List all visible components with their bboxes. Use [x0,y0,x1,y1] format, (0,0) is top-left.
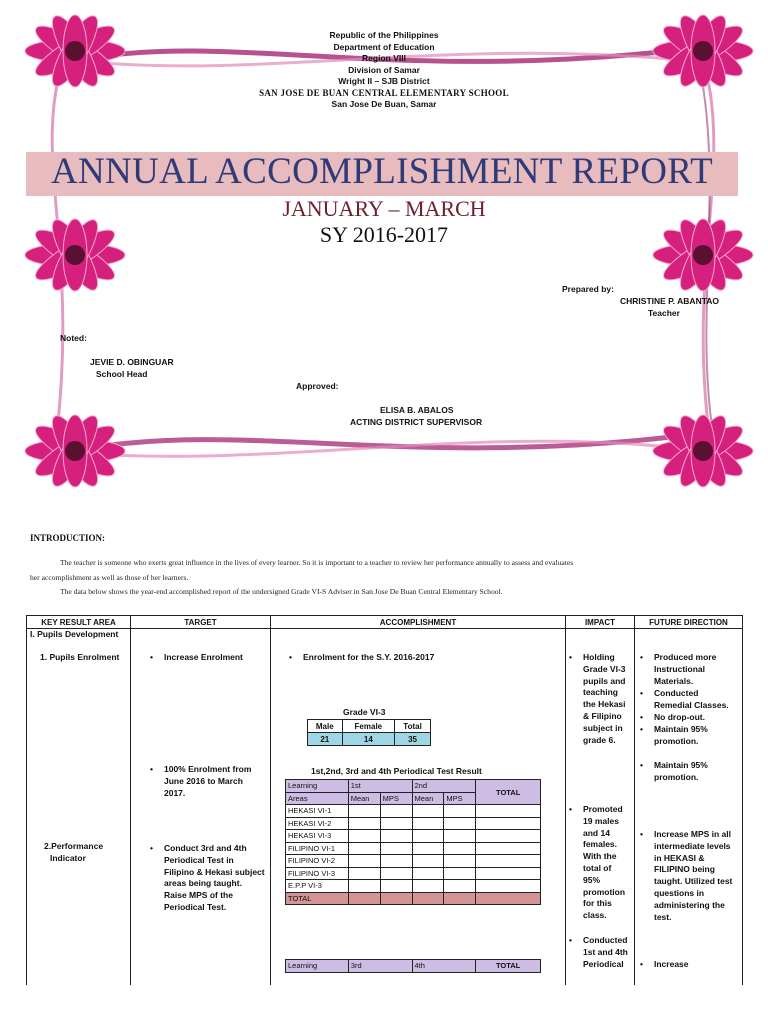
grade-header: Female [342,720,395,733]
periodical-head: Mean [348,792,380,805]
school-name: SAN JOSE DE BUAN CENTRAL ELEMENTARY SCHOOL [259,87,509,98]
future-item: • Produced more Instructional Materials. [640,652,717,686]
grade-value: 14 [342,733,395,746]
grade-caption: Grade VI-3 [343,707,386,717]
target-item: • 100% Enrolment from June 2016 to March 2017. [150,764,252,798]
header-line: Region VIII [362,53,406,63]
grade-header: Male [308,720,343,733]
periodical-head: 1st [348,780,412,793]
noted-title: School Head [96,369,148,379]
periodical-row-label: FILIPINO VI-1 [286,842,349,855]
periodical-head: 2nd [412,780,476,793]
periodical-row-label: FILIPINO VI-3 [286,867,349,880]
grade-value: 35 [395,733,431,746]
header-line: Department of Education [333,41,435,52]
kra-performance: 2.Performance [44,841,104,851]
accomplishment-item: • Enrolment for the S.Y. 2016-2017 [289,652,435,662]
periodical-head: 4th [412,960,476,973]
periodical-row-label: HEKASI VI-1 [286,805,349,818]
target-item: • Conduct 3rd and 4th Periodical Test in Filipino & Hekasi subject areas being taught. Raise MPS of the Periodical Test. [150,843,265,912]
impact-item: • Holding Grade VI-3 pupils and teaching the Hekasi & Filipino subject in grade 6. [569,652,626,745]
periodical-row-label: HEKASI VI-2 [286,817,349,830]
noted-label: Noted: [60,333,87,343]
header-key-result-area: KEY RESULT AREA [27,616,131,629]
header-line: Wright II – SJB District [338,76,430,86]
prepared-name: CHRISTINE P. ABANTAO [620,296,720,306]
header-future-direction: FUTURE DIRECTION [635,616,743,629]
target-item: • Increase Enrolment [150,652,243,662]
periodical-total-label: TOTAL [286,892,349,905]
future-item: • Maintain 95% promotion. [640,724,708,746]
header-impact: IMPACT [566,616,635,629]
header-accomplishment: ACCOMPLISHMENT [271,616,566,629]
periodical-head: TOTAL [476,960,541,973]
periodical-table [285,779,541,905]
approved-name: ELISA B. ABALOS [380,405,454,415]
periodical-table-second [285,959,541,973]
approved-label: Approved: [296,381,339,391]
periodical-head: MPS [380,792,412,805]
header-line: Republic of the Philippines [329,30,439,40]
kra-section: I. Pupils Development [30,629,119,639]
grade-header: Total [395,720,431,733]
header-target: TARGET [131,616,271,629]
approved-title: ACTING DISTRICT SUPERVISOR [350,417,483,427]
impact-item: • Conducted 1st and 4th Periodical [569,935,628,969]
enrolment-table [307,719,431,746]
future-item: • Increase [640,959,689,969]
impact-item: • Promoted 19 males and 14 females. With the total of 95% promotion for this class. [569,804,626,921]
intro-paragraph: The data below shows the year-end accomplished report of the undersigned Grade VI-S Adviser in San Jose De Buan Central Elementary School. [60,587,503,596]
periodical-head: 3rd [348,960,412,973]
periodical-head: MPS [444,792,476,805]
prepared-label: Prepared by: [562,284,614,294]
future-item: • Conducted Remedial Classes. [640,688,729,710]
school-year: SY 2016-2017 [319,222,449,247]
future-item: • No drop-out. [640,712,705,722]
intro-paragraph: The teacher is someone who exerts great influence in the lives of every learner. So it is important to a teacher to review her performance annually to assess and evaluates [60,558,574,567]
report-period: JANUARY – MARCH [282,196,486,221]
intro-paragraph: her accomplishment as well as those of her learners. [30,573,189,582]
grade-value: 21 [308,733,343,746]
kra-performance: Indicator [50,853,86,863]
periodical-head: TOTAL [476,780,541,805]
future-item: • Maintain 95% promotion. [640,760,708,782]
kra-enrolment: 1. Pupils Enrolment [40,652,120,662]
periodical-head: Mean [412,792,444,805]
flower-icon [648,410,758,492]
periodical-caption: 1st,2nd, 3rd and 4th Periodical Test Result [311,766,482,776]
periodical-row-label: HEKASI VI-3 [286,830,349,843]
letterhead [0,30,768,111]
intro-heading: INTRODUCTION: [30,533,106,543]
prepared-title: Teacher [648,308,680,318]
periodical-row-label: E.P.P VI-3 [286,880,349,893]
periodical-head: Learning [286,780,349,793]
flower-icon [20,410,130,492]
periodical-head: Learning [286,960,349,973]
header-line: Division of Samar [348,64,420,75]
future-item: • Increase MPS in all intermediate levels in HEKASI & FILIPINO being taught. Utilized test questions in administering the test. [640,829,733,922]
periodical-head: Areas [286,792,349,805]
report-title: ANNUAL ACCOMPLISHMENT REPORT [51,151,713,192]
periodical-row-label: FILIPINO VI-2 [286,855,349,868]
noted-name: JEVIE D. OBINGUAR [90,357,174,367]
school-address: San Jose De Buan, Samar [331,99,437,109]
